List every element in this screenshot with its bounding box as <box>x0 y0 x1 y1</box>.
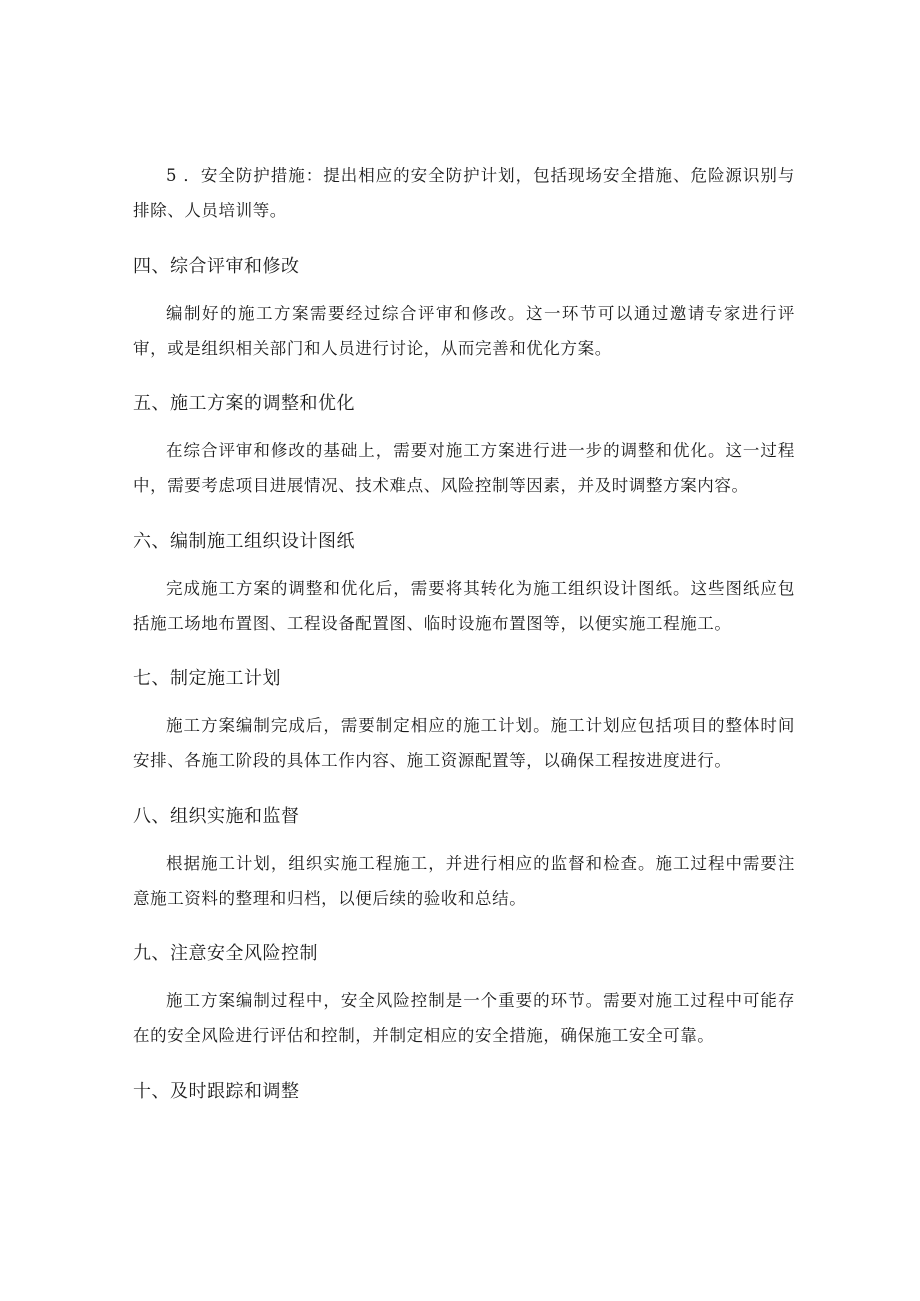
section-6-paragraph: 完成施工方案的调整和优化后，需要将其转化为施工组织设计图纸。这些图纸应包括施工场地布置图、工程设备配置图、临时设施布置图等，以便实施工程施工。 <box>133 579 795 633</box>
section-8-paragraph: 根据施工计划，组织实施工程施工，并进行相应的监督和检查。施工过程中需要注意施工资料的整理和归档，以便后续的验收和总结。 <box>133 854 795 908</box>
section-9-paragraph: 施工方案编制过程中，安全风险控制是一个重要的环节。需要对施工过程中可能存在的安全风险进行评估和控制，并制定相应的安全措施，确保施工安全可靠。 <box>133 991 795 1045</box>
section-4-heading: 四、综合评审和修改 <box>133 256 300 277</box>
section-5-heading: 五、施工方案的调整和优化 <box>133 393 355 414</box>
section-10-heading: 十、及时跟踪和调整 <box>133 1081 300 1102</box>
section-8-heading: 八、组织实施和监督 <box>133 806 300 827</box>
section-9-heading: 九、注意安全风险控制 <box>133 943 318 964</box>
section-4-paragraph: 编制好的施工方案需要经过综合评审和修改。这一环节可以通过邀请专家进行评审，或是组织相关部门和人员进行讨论，从而完善和优化方案。 <box>133 304 795 358</box>
section-5-paragraph: 在综合评审和修改的基础上，需要对施工方案进行进一步的调整和优化。这一过程中，需要考虑项目进展情况、技术难点、风险控制等因素，并及时调整方案内容。 <box>133 441 795 495</box>
section-7-heading: 七、制定施工计划 <box>133 668 281 689</box>
item-5-paragraph: 5 ．安全防护措施：提出相应的安全防护计划，包括现场安全措施、危险源识别与排除、人员培训等。 <box>133 166 795 220</box>
section-6-heading: 六、编制施工组织设计图纸 <box>133 531 355 552</box>
section-7-paragraph: 施工方案编制完成后，需要制定相应的施工计划。施工计划应包括项目的整体时间安排、各施工阶段的具体工作内容、施工资源配置等，以确保工程按进度进行。 <box>133 716 795 770</box>
